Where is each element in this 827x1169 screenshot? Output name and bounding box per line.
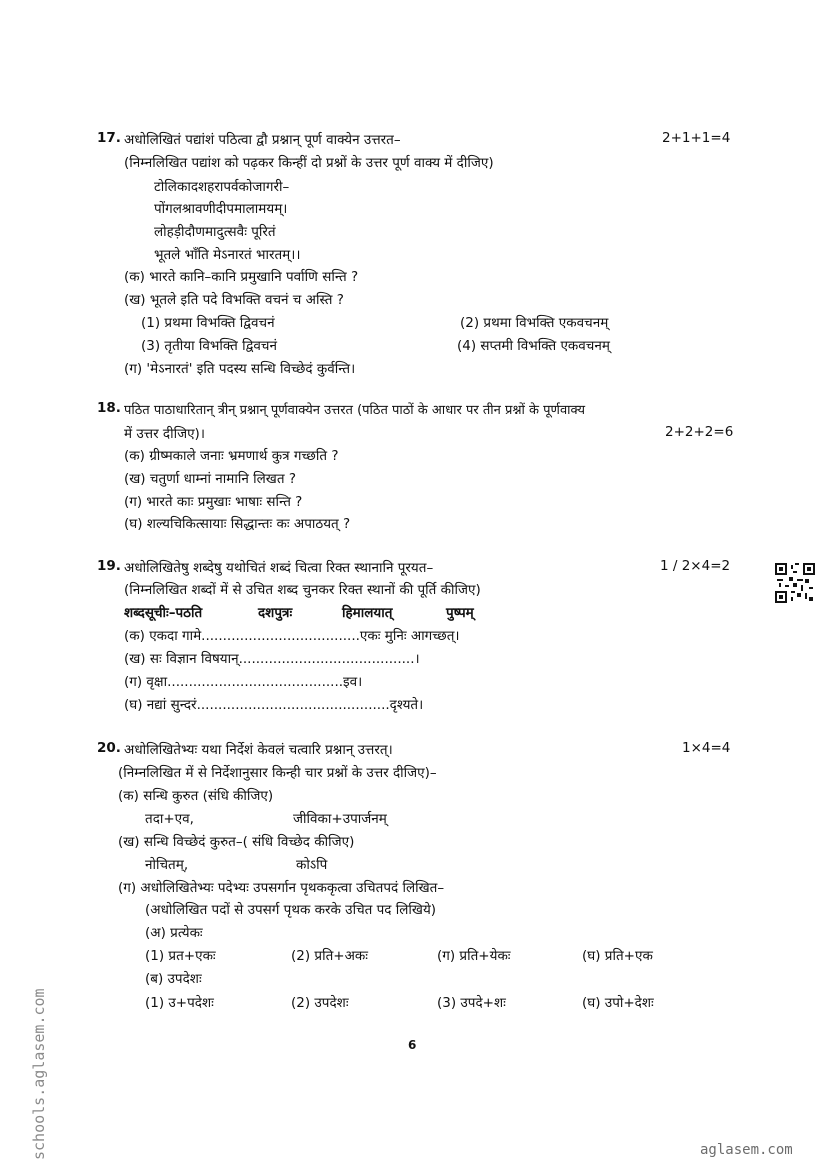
- q18-item: (ख) चतुर्णा धाम्नां नामानि लिखत ?: [124, 471, 296, 487]
- q20-ka-item: तदा+एव,: [145, 811, 194, 827]
- q20-sub-b-option: (घ) उपो+देशः: [582, 995, 654, 1011]
- q19-item: (ग) वृक्षा.........................................इव।: [124, 674, 363, 690]
- q19-hindi-instruction: (निम्नलिखित शब्दों में से उचित शब्द चुनकर रिक्त स्थानों की पूर्ति कीजिए): [124, 582, 481, 598]
- q17-part-c: (ग) 'मेऽनारतं' इति पदस्य सन्धि विच्छेदं कुर्वन्ति।: [124, 361, 356, 377]
- q17-option-4: (4) सप्तमी विभक्ति एकवचनम्: [457, 338, 610, 354]
- q20-marks: 1×4=4: [682, 740, 731, 756]
- q18-number: 18.: [97, 400, 121, 416]
- q20-part-kha: (ख) सन्धि विच्छेदं कुरुत–( संधि विच्छेद कीजिए): [118, 834, 355, 850]
- q20-sub-b-label: (ब) उपदेशः: [145, 971, 202, 987]
- q17-hindi-instruction: (निम्नलिखित पद्यांश को पढ़कर किन्हीं दो प्रश्नों के उत्तर पूर्ण वाक्य में दीजिए): [124, 155, 494, 171]
- q20-part-ka: (क) सन्धि कुरुत (संधि कीजिए): [118, 788, 274, 804]
- q20-number: 20.: [97, 740, 121, 756]
- q20-part-ga: (ग) अधोलिखितेभ्यः पदेभ्यः उपसर्गान पृथककृत्वा उचितपदं लिखित–: [118, 880, 445, 896]
- q20-sub-a-option: (2) प्रति+अकः: [291, 948, 369, 964]
- q19-marks: 1 / 2×4=2: [660, 558, 731, 574]
- q17-instruction: अधोलिखितं पद्यांशं पठित्वा द्वौ प्रश्नान् पूर्ण वाक्येन उत्तरत–: [124, 132, 401, 148]
- q18-item: (ग) भारते काः प्रमुखाः भाषाः सन्ति ?: [124, 494, 303, 510]
- q17-option-1: (1) प्रथमा विभक्ति द्विवचनं: [141, 315, 275, 331]
- q20-sub-a-option: (घ) प्रति+एक: [582, 948, 653, 964]
- q19-item: (घ) नद्यां सुन्दरं.............................................दृश्यते।: [124, 697, 424, 713]
- q18-item: (घ) शल्यचिकित्सायाः सिद्धान्तः कः अपाठयत् ?: [124, 516, 351, 532]
- q17-number: 17.: [97, 130, 121, 146]
- q18-item: (क) ग्रीष्मकाले जनाः भ्रमणार्थ कुत्र गच्छति ?: [124, 448, 339, 464]
- q19-item: (ख) सः विज्ञान विषयान्.........................................।: [124, 651, 420, 667]
- q20-kha-item: कोऽपि: [296, 857, 328, 873]
- q18-instruction-line1: पठित पाठाधारितान् त्रीन् प्रश्नान् पूर्णवाक्येन उत्तरत (पठित पाठों के आधार पर तीन प्रश्नों के पूर्णवाक्य: [124, 403, 586, 418]
- q19-item: (क) एकदा गामे.....................................एकः मुनिः आगच्छत्।: [124, 628, 460, 644]
- page-number: 6: [408, 1038, 417, 1052]
- q17-verse-line: भूतले भाँति मेऽनारतं भारतम्।।: [154, 247, 301, 263]
- q17-option-3: (3) तृतीया विभक्ति द्विवचनं: [141, 338, 277, 354]
- q18-instruction-line2: में उत्तर दीजिए)।: [124, 426, 205, 442]
- q17-part-b: (ख) भूतले इति पदे विभक्ति वचनं च अस्ति ?: [124, 292, 344, 308]
- q20-sub-a-option: (1) प्रत+एकः: [145, 948, 216, 964]
- word-list-item: दशपुत्रः: [258, 605, 293, 621]
- qr-code-icon: [775, 563, 815, 603]
- q19-number: 19.: [97, 558, 121, 574]
- q17-part-a: (क) भारते कानि–कानि प्रमुखानि पर्वाणि सन्ति ?: [124, 269, 359, 285]
- q20-sub-b-option: (2) उपदेशः: [291, 995, 349, 1011]
- word-list-item: हिमालयात्: [342, 605, 393, 621]
- side-watermark: schools.aglasem.com: [30, 988, 48, 1160]
- q19-instruction: अधोलिखितेषु शब्देषु यथोचितं शब्दं चित्वा रिक्त स्थानानि पूरयत–: [124, 560, 434, 576]
- footer-watermark: aglasem.com: [700, 1142, 793, 1158]
- q20-sub-b-option: (1) उ+पदेशः: [145, 995, 214, 1011]
- q20-ka-item: जीविका+उपार्जनम्: [293, 811, 387, 827]
- word-list-item: शब्दसूचीः–पठति: [124, 605, 203, 621]
- q18-marks: 2+2+2=6: [665, 424, 734, 440]
- q17-verse-line: लोहड़ीदौणमादुत्सवैः पूरितं: [154, 224, 276, 240]
- q17-verse-line: टोलिकादशहरापर्वकोजागरी–: [154, 179, 290, 195]
- q20-kha-item: नोचितम्,: [145, 857, 189, 873]
- q20-ga-hindi: (अधोलिखित पदों से उपसर्ग पृथक करके उचित पद लिखिये): [145, 902, 437, 918]
- q20-instruction: अधोलिखितेभ्यः यथा निर्देशं केवलं चत्वारि प्रश्नान् उत्तरत्।: [124, 742, 393, 758]
- q20-hindi-instruction: (निम्नलिखित में से निर्देशानुसार किन्ही चार प्रश्नों के उत्तर दीजिए)–: [118, 765, 437, 781]
- q17-verse-line: पोंगलश्रावणीदीपमालामयम्।: [154, 201, 288, 217]
- word-list-item: पुष्पम्: [446, 605, 474, 621]
- q20-sub-a-option: (ग) प्रति+येकः: [437, 948, 511, 964]
- q17-option-2: (2) प्रथमा विभक्ति एकवचनम्: [460, 315, 609, 331]
- q17-marks: 2+1+1=4: [662, 130, 731, 146]
- q20-sub-b-option: (3) उपदे+शः: [437, 995, 506, 1011]
- q20-sub-a-label: (अ) प्रत्येकः: [145, 925, 203, 941]
